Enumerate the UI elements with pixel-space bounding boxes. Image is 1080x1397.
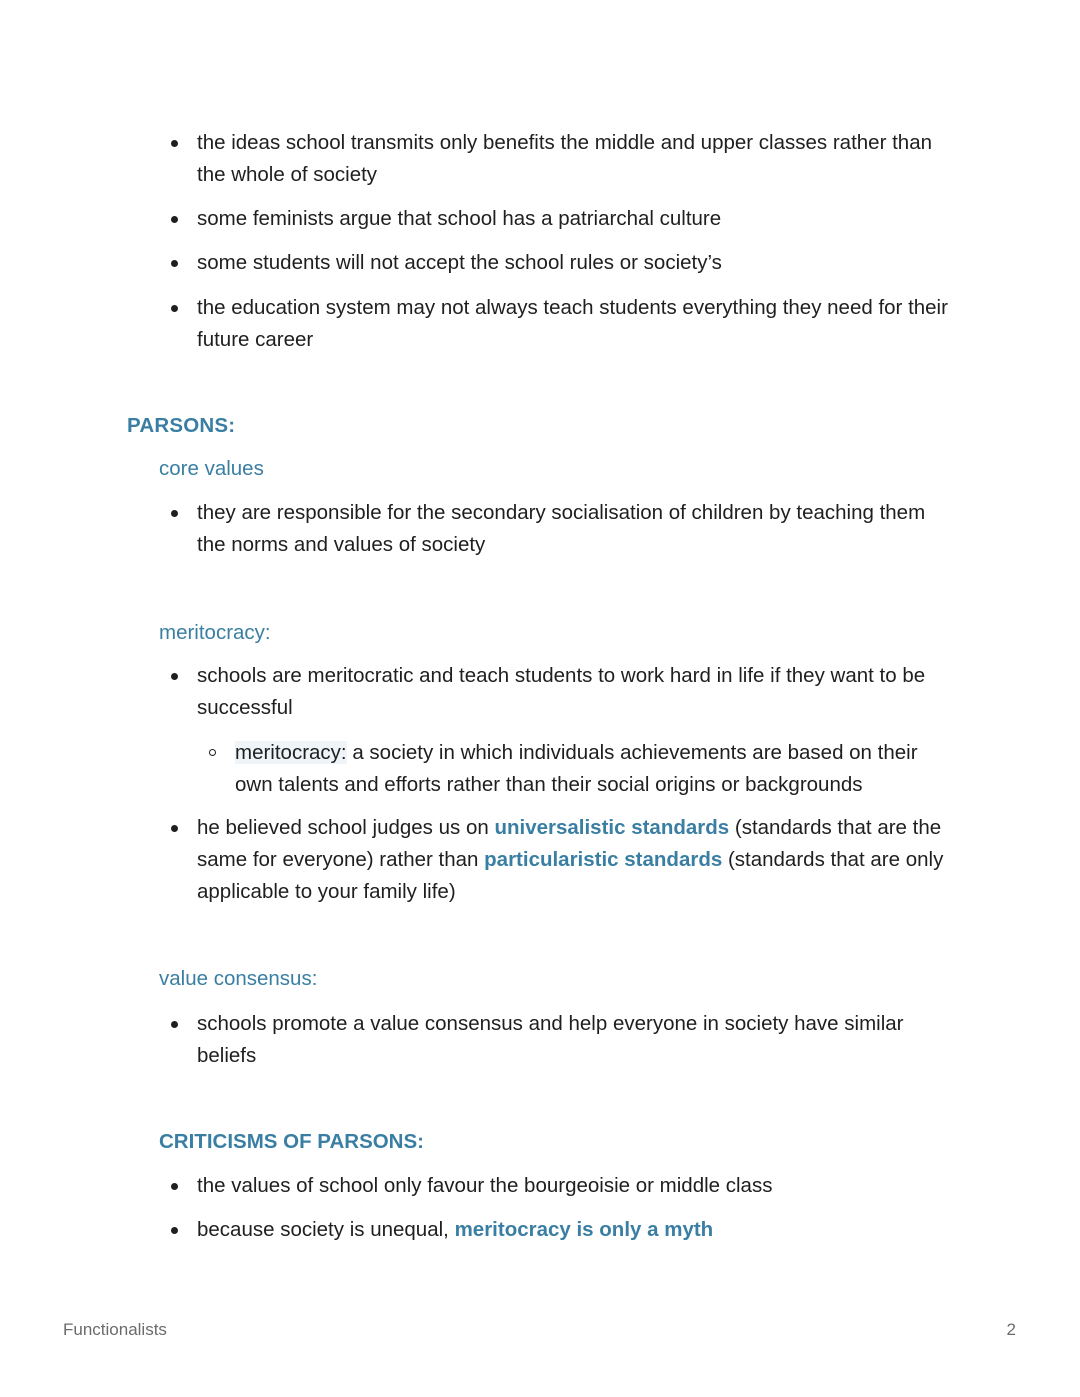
list-item-text: schools promote a value consensus and help everyone in society have similar beliefs — [197, 1012, 904, 1067]
list-item — [197, 1008, 957, 1072]
list-item — [197, 812, 957, 908]
bullet-icon — [171, 216, 178, 223]
bullet-icon — [171, 825, 178, 832]
list-item-text: schools are meritocratic and teach students to work hard in life if they want to be successful — [197, 664, 926, 719]
list-item-text: (standards that are only applicable to your family life) — [197, 848, 944, 903]
section-heading-parsons: PARSONS: — [127, 414, 236, 437]
subheading-value-consensus: value consensus: — [159, 967, 318, 990]
bullet-icon — [171, 1227, 178, 1234]
bullet-icon — [171, 305, 178, 312]
subheading-meritocracy: meritocracy: — [159, 621, 271, 644]
bullet-icon — [171, 1183, 178, 1190]
list-item-text: (standards that are the same for everyone) rather than — [197, 816, 942, 871]
bullet-icon — [171, 510, 178, 517]
list-item — [197, 497, 957, 561]
hollow-bullet-icon — [209, 749, 216, 756]
definition-text: a society in which individuals achievements are based on their own talents and efforts rather than their social origins or backgrounds — [235, 741, 918, 796]
highlight-myth: meritocracy is only a myth — [454, 1218, 714, 1241]
highlight-particularistic: particularistic standards — [484, 848, 723, 871]
subheading-core-values: core values — [159, 457, 264, 480]
list-item-text: the ideas school transmits only benefits the middle and upper classes rather than the whole of society — [197, 131, 932, 186]
section-heading-criticisms: CRITICISMS OF PARSONS: — [159, 1130, 424, 1153]
list-item-text: the values of school only favour the bourgeoisie or middle class — [197, 1174, 773, 1197]
list-item — [197, 660, 957, 724]
list-item-text: some feminists argue that school has a patriarchal culture — [197, 207, 722, 230]
list-item-text: the education system may not always teach students everything they need for their future career — [197, 296, 948, 351]
highlight-universalistic: universalistic standards — [494, 816, 730, 839]
list-item — [197, 203, 957, 235]
bullet-icon — [171, 260, 178, 267]
list-item — [197, 127, 957, 191]
list-item — [197, 292, 957, 356]
bullet-icon — [171, 140, 178, 147]
bullet-icon — [171, 1021, 178, 1028]
list-item — [197, 1214, 957, 1246]
list-item-text: he believed school judges us on — [197, 816, 495, 839]
sub-list-item — [235, 737, 955, 801]
footer-section-name: Functionalists — [63, 1320, 167, 1339]
list-item-text: they are responsible for the secondary socialisation of children by teaching them the norms and values of society — [197, 501, 926, 556]
list-item-text: some students will not accept the school rules or society’s — [197, 251, 722, 274]
bullet-icon — [171, 673, 178, 680]
page-number: 2 — [1006, 1320, 1016, 1339]
list-item — [197, 247, 957, 279]
definition-term: meritocracy: — [235, 741, 347, 764]
list-item — [197, 1170, 957, 1202]
list-item-text: because society is unequal, — [197, 1218, 455, 1241]
